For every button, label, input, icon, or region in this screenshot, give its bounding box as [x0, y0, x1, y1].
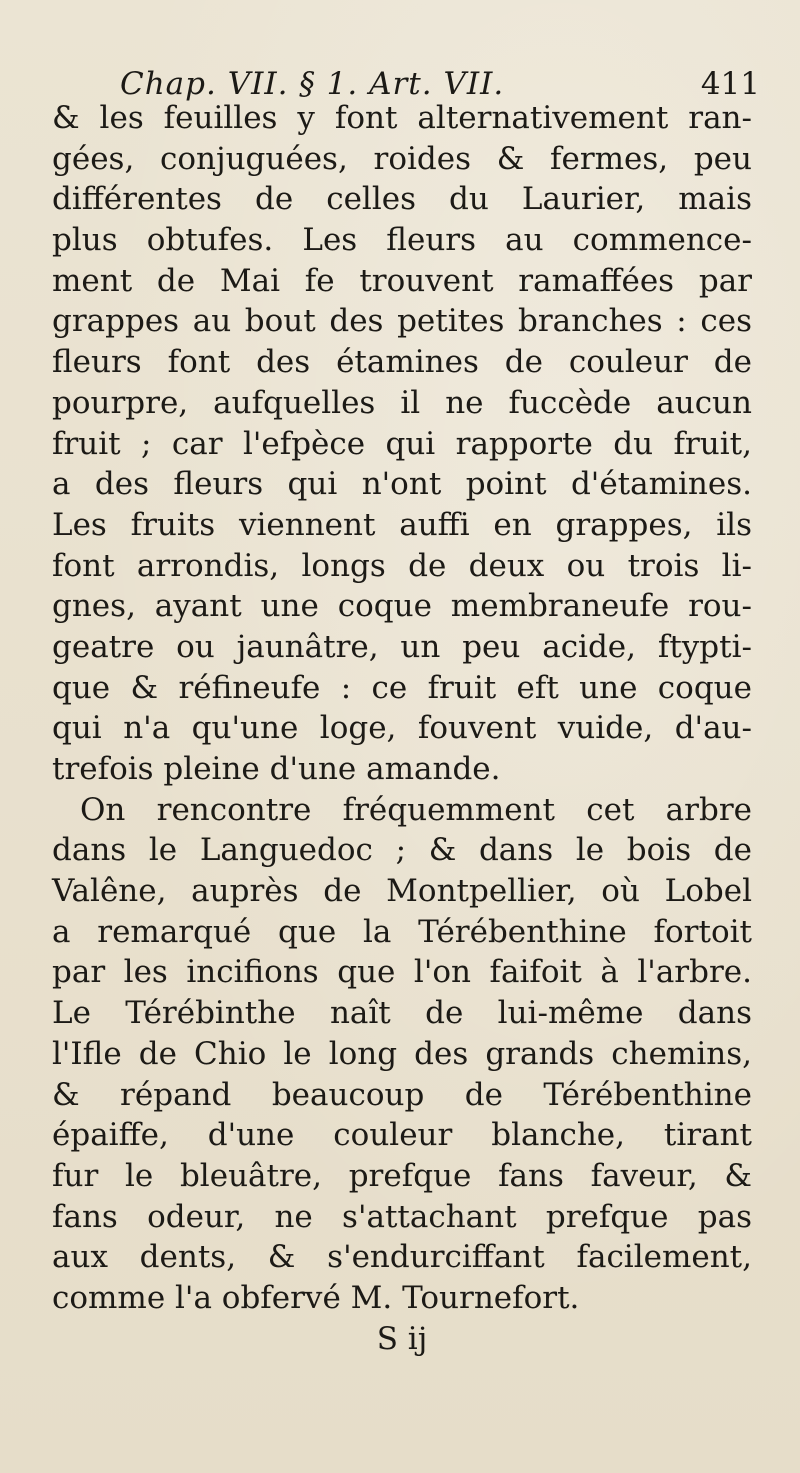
text-line: a des fleurs qui n'ont point d'étamines. [52, 466, 752, 503]
text-line: aux dents, & s'endurciffant facilement, [52, 1239, 752, 1276]
text-line: différentes de celles du Laurier, mais [52, 181, 752, 218]
page-body-text [52, 98, 752, 1359]
text-line: & les feuilles y font alternativement ran- [52, 100, 752, 136]
text-line: Valêne, auprès de Montpellier, où Lobel [52, 873, 752, 910]
text-line: qui n'a qu'une loge, fouvent vuide, d'au- [52, 710, 752, 747]
text-line: fans odeur, ne s'attachant prefque pas [52, 1198, 752, 1235]
running-head: Chap. VII. § 1. Art. VII. [120, 66, 505, 102]
text-line: & répand beaucoup de Térébenthine [52, 1076, 752, 1113]
text-line: fleurs font des étamines de couleur de [52, 344, 752, 381]
page-number: 411 [700, 66, 760, 102]
text-line: On rencontre fréquemment cet arbre [80, 791, 752, 828]
text-line: l'Ifle de Chio le long des grands chemins, [52, 1035, 752, 1072]
text-line: fur le bleuâtre, prefque fans faveur, & [52, 1157, 752, 1194]
text-line: Le Térébinthe naît de lui-même dans [52, 995, 752, 1032]
text-line: par les incifions que l'on faifoit à l'arbre. [52, 954, 752, 991]
text-line: fruit ; car l'efpèce qui rapporte du fruit, [52, 425, 752, 462]
text-line: geatre ou jaunâtre, un peu acide, ftypti- [52, 628, 752, 665]
text-line: grappes au bout des petites branches : ces [52, 303, 752, 340]
text-line: font arrondis, longs de deux ou trois li- [52, 547, 752, 584]
text-line: gnes, ayant une coque membraneufe rou- [52, 588, 752, 625]
text-line: ment de Mai fe trouvent ramaffées par [52, 262, 752, 299]
text-line: plus obtufes. Les fleurs au commence- [52, 222, 752, 259]
text-line: que & réfineufe : ce fruit eft une coque [52, 669, 752, 706]
text-line: épaiffe, d'une couleur blanche, tirant [52, 1117, 752, 1154]
text-line: comme l'a obfervé M. Tournefort. [52, 1279, 580, 1316]
text-line: gées, conjuguées, roides & fermes, peu [52, 140, 752, 177]
text-line: Les fruits viennent auffi en grappes, ils [52, 506, 752, 543]
text-line: a remarqué que la Térébenthine fortoit [52, 913, 752, 950]
signature-mark: S ij [376, 1320, 428, 1357]
text-line: pourpre, aufquelles il ne fuccède aucun [52, 384, 752, 421]
text-line: dans le Languedoc ; & dans le bois de [52, 832, 752, 869]
text-line: trefois pleine d'une amande. [52, 751, 501, 787]
